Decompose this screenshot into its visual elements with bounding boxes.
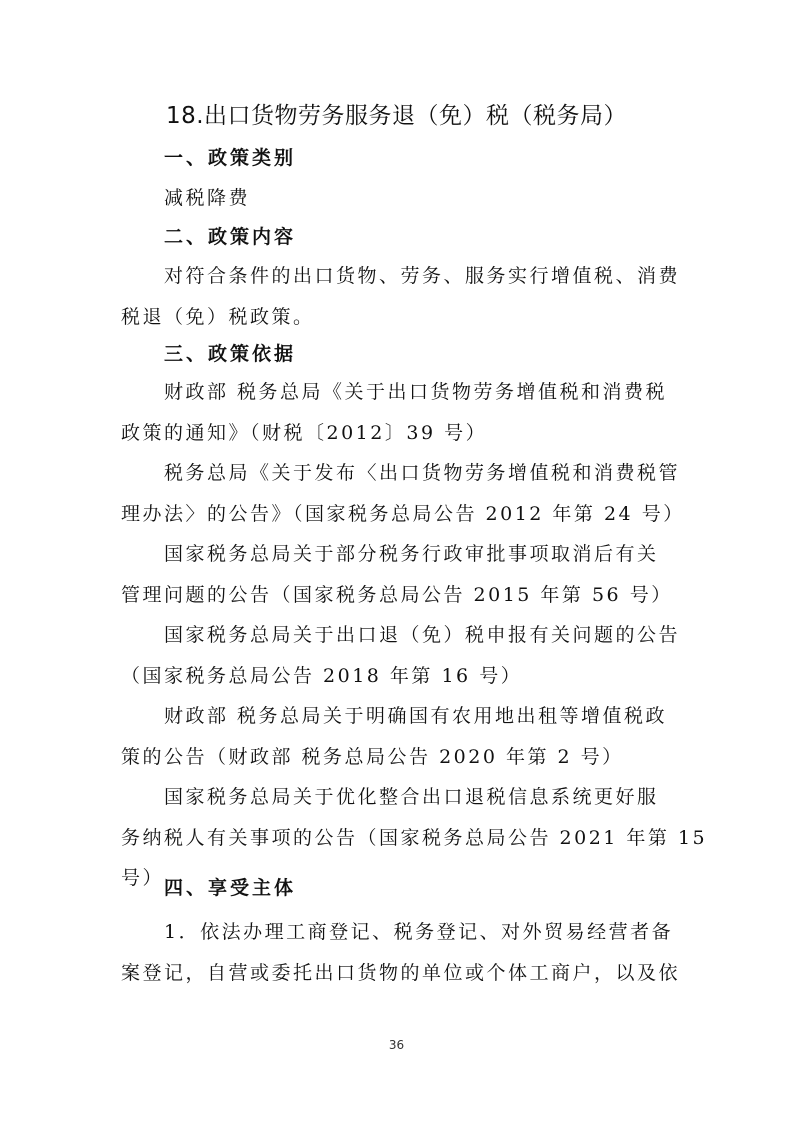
basis-item-line: 务纳税人有关事项的公告（国家税务总局公告 2021 年第 15 xyxy=(121,826,708,849)
section-heading-category: 一、政策类别 xyxy=(164,147,297,169)
body-line: 案登记，自营或委托出口货物的单位或个体工商户，以及依 xyxy=(121,961,681,984)
section-body-basis xyxy=(121,372,708,899)
basis-item-line: 国家税务总局关于出口退（免）税申报有关问题的公告 xyxy=(164,624,681,646)
section-heading-basis: 三、政策依据 xyxy=(164,343,297,365)
basis-item-line: 理办法〉的公告》（国家税务总局公告 2012 年第 24 号） xyxy=(121,502,685,525)
basis-item-line: （国家税务总局公告 2018 年第 16 号） xyxy=(121,664,523,687)
section-body-content xyxy=(121,256,681,337)
basis-item-line: 管理问题的公告（国家税务总局公告 2015 年第 56 号） xyxy=(121,583,673,606)
section-body-category xyxy=(121,178,681,219)
basis-item-line: 号） xyxy=(121,867,165,889)
basis-item-line: 国家税务总局关于优化整合出口退税信息系统更好服 xyxy=(164,786,659,808)
basis-item-line: 国家税务总局关于部分税务行政审批事项取消后有关 xyxy=(164,543,659,565)
body-line: 对符合条件的出口货物、劳务、服务实行增值税、消费 xyxy=(164,265,681,287)
body-line: 1．依法办理工商登记、税务登记、对外贸易经营者备 xyxy=(164,921,674,943)
basis-item-line: 财政部 税务总局《关于出口货物劳务增值税和消费税 xyxy=(164,381,668,403)
body-line: 税退（免）税政策。 xyxy=(121,305,315,328)
page-title: 18.出口货物劳务服务退（免）税（税务局） xyxy=(165,103,628,129)
basis-item-line: 策的公告（财政部 税务总局公告 2020 年第 2 号） xyxy=(121,745,624,768)
basis-item-line: 政策的通知》（财税〔2012〕39 号） xyxy=(121,421,488,444)
section-body-subject xyxy=(121,912,681,993)
basis-item-line: 财政部 税务总局关于明确国有农用地出租等增值税政 xyxy=(164,705,668,727)
page-number: 36 xyxy=(388,1038,405,1052)
section-heading-content: 二、政策内容 xyxy=(164,226,297,248)
body-line: 减税降费 xyxy=(164,187,251,209)
basis-item-line: 税务总局《关于发布〈出口货物劳务增值税和消费税管 xyxy=(164,462,681,484)
section-heading-subject: 四、享受主体 xyxy=(164,877,297,899)
